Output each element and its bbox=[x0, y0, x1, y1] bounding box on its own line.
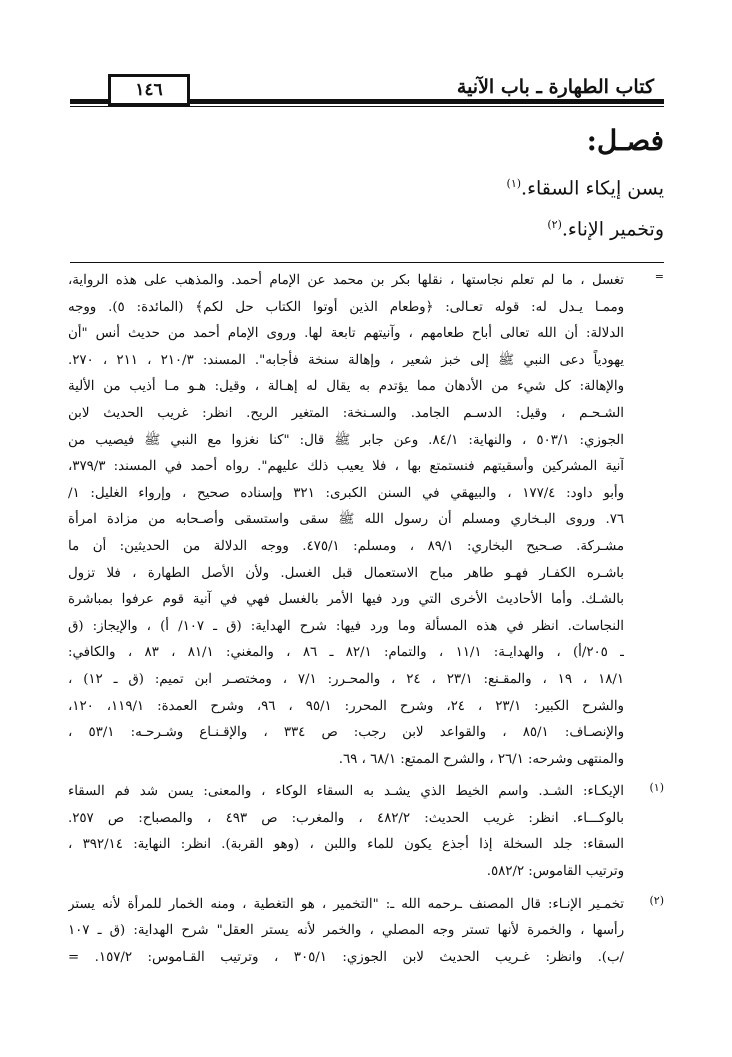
footnote-line: مشـركة. صـحيح البخاري: ٨٩/١ ، ومسلم: ٤٧٥/١. ووجه الدلالة من الحديثين: أن ما bbox=[68, 538, 624, 554]
footnote-2 bbox=[68, 892, 664, 972]
footnote-line: تخمـير الإنـاء: قال المصنف ـرحمه الله ـ: "التخمير ، هو التغطية ، ومنه الخمار للمرأة لأنه يستر bbox=[68, 896, 624, 912]
footnote-line: تغسل ، ما لم تعلم نجاستها ، نقلها بكر بن محمد عن الإمام أحمد. والمذهب على هذه الرواية، bbox=[68, 273, 624, 288]
footnote-line: وأبو داود: ١٧٧/٤ ، والبيهقي في السنن الكبرى: ٣٢١ وإسناده صحيح ، وإرواء الغليل: ١/ bbox=[68, 485, 624, 501]
footnote-line: والإهالة: كل شيء من الأدهان مما يؤتدم به يقال له إهـالة ، وقيل: هـو مـا أذيب من الألية bbox=[68, 379, 624, 395]
footnote-1 bbox=[68, 779, 664, 885]
footnote-marker: (١) bbox=[649, 781, 664, 795]
footnote-line: يهودياً دعى النبي ﷺ إلى خبز شعير ، وإهالة سنخة فأجابه". المسند: ٢١٠/٣ ، ٢١١ ، ٢٧٠. bbox=[68, 352, 624, 368]
footnote-line: /ب). وانظر: غـريب الحديث لابن الجوزي: ٣٠٥/١ ، وترتيب القـاموس: ١٥٧/٢. = bbox=[68, 949, 624, 965]
footnote-line: رأسها ، والخمرة لأنها تستر وجه المصلي ، والخمر لأنه يستر العقل" شرح الهداية: (ق ـ ١٠٧ bbox=[68, 923, 624, 939]
footnote-line: بالشـك. وأما الأحاديث الأخرى التي ورد فيها الأمر بالغسل فهي في آنية قوم عرفوا بمباشرة bbox=[68, 592, 624, 608]
footnote-line: آنية المشركين وأسقيتهم فنستمتع بها ، فلا يعيب ذلك عليهم". رواه أحمد في المسند: ٣٧٩/٣، bbox=[68, 459, 624, 475]
footnote-line: وممـا يـدل له: قوله تعـالى: ﴿وطعام الذين أوتوا الكتاب حل لكم﴾ (المائدة: ٥). ووجه bbox=[68, 299, 624, 315]
footnote-marker: (٢) bbox=[649, 893, 664, 907]
footnote-line: والشرح الكبير: ٢٣/١ ، ٢٤، وشرح المحرر: ٩٥/١ ، ٩٦، وشرح العمدة: ١١٩/١، ١٢٠، bbox=[68, 698, 624, 714]
footnote-line: والمنتهى وشرحه: ٢٦/١ ، والشرح الممتع: ٦٨/١ ، ٦٩. bbox=[338, 751, 624, 767]
footnote-line: ٧٦. وروى البـخاري ومسلم أن رسول الله ﷺ سقى واستسقى وأصـحابه من مزادة امرأة bbox=[68, 512, 624, 528]
footnote-line: ـ ٢٠٥/أ) ، والهدايـة: ١١/١ ، والتمام: ٨٢/١ ـ ٨٦ ، والمغني: ٨١/١ ، ٨٣ ، والكافي: bbox=[68, 645, 624, 661]
footnote-line: السقاء: جلد السخلة إذا أجذع يكون للماء واللبن ، (وهو القربة). انظر: النهاية: ٣٩٢/١٤ ، bbox=[68, 837, 624, 853]
footnote-ref: (٢) bbox=[547, 218, 562, 231]
footnote-line: ١٨/١ ، ١٩ ، والمقـنع: ٢٣/١ ، ٢٤ ، والمحـرر: ٧/١ ، ومختصـر ابن تميم: (ق ـ ١٢) ، bbox=[68, 671, 624, 687]
main-text: يسن إيكاء السقاء. bbox=[521, 177, 664, 200]
footnote-line: النجاسات. انظر في هذه المسألة وما ورد فيها: شرح الهداية: (ق ـ ١٠٧/ أ) ، والإيجاز: (ق bbox=[68, 618, 624, 634]
footnote-line: باشـره الكفـار فهـو طاهر مباح الاستعمال قبل الغسل. ولأن الأصل الطهارة ، فلا تزول bbox=[68, 565, 624, 581]
footnote-line: الشـحـم ، وقيل: الدسـم الجامد. والسـنخة: المتغير الريح. انظر: غريب الحديث لابن bbox=[68, 405, 624, 421]
main-text: وتخمير الإناء. bbox=[561, 218, 664, 241]
footnote-line: بالوكـــاء. انظر: غريب الحديث: ٤٨٢/٢ ، والمغرب: ص ٤٩٣ ، والمصباح: ص ٢٥٧. bbox=[68, 810, 624, 826]
main-text-line bbox=[507, 177, 664, 199]
section-heading-text: فصـل: bbox=[586, 124, 664, 157]
footnote-line: وترتيب القاموس: ٥٨٢/٢. bbox=[486, 864, 624, 880]
header-rule-thin bbox=[70, 106, 664, 107]
footnote-separator bbox=[70, 262, 664, 263]
footnote-ref: (١) bbox=[506, 177, 522, 190]
footnote-marker: = bbox=[654, 270, 664, 283]
footnote-continued bbox=[68, 268, 664, 773]
main-text-line bbox=[547, 218, 664, 240]
page-number: ١٤٦ bbox=[108, 74, 190, 106]
footnote-line: الإيكـاء: الشـد. واسم الخيط الذي يشـد به السقاء الوكاء ، والمعنى: يسن شد فم السقاء bbox=[68, 784, 624, 800]
footnote-line: والإنصـاف: ٨٥/١ ، والقواعد لابن رجب: ص ٣٣٤ ، والإقـنـاع وشـرحـه: ٥٣/١ ، bbox=[68, 725, 624, 741]
footnotes bbox=[68, 268, 664, 977]
running-header-title: كتاب الطهارة ـ باب الآنية bbox=[447, 76, 660, 98]
section-heading bbox=[587, 124, 664, 157]
footnote-line: الدلالة: أن الله تعالى أباح طعامهم ، وآنيتهم تابعة لها. وروى الإمام أحمد من حديث أنس "أن bbox=[68, 326, 624, 342]
footnote-line: الجوزي: ٥٠٣/١ ، والنهاية: ٨٤/١. وعن جابر ﷺ قال: "كنا نغزوا مع النبي ﷺ فيصيب من bbox=[68, 432, 624, 448]
